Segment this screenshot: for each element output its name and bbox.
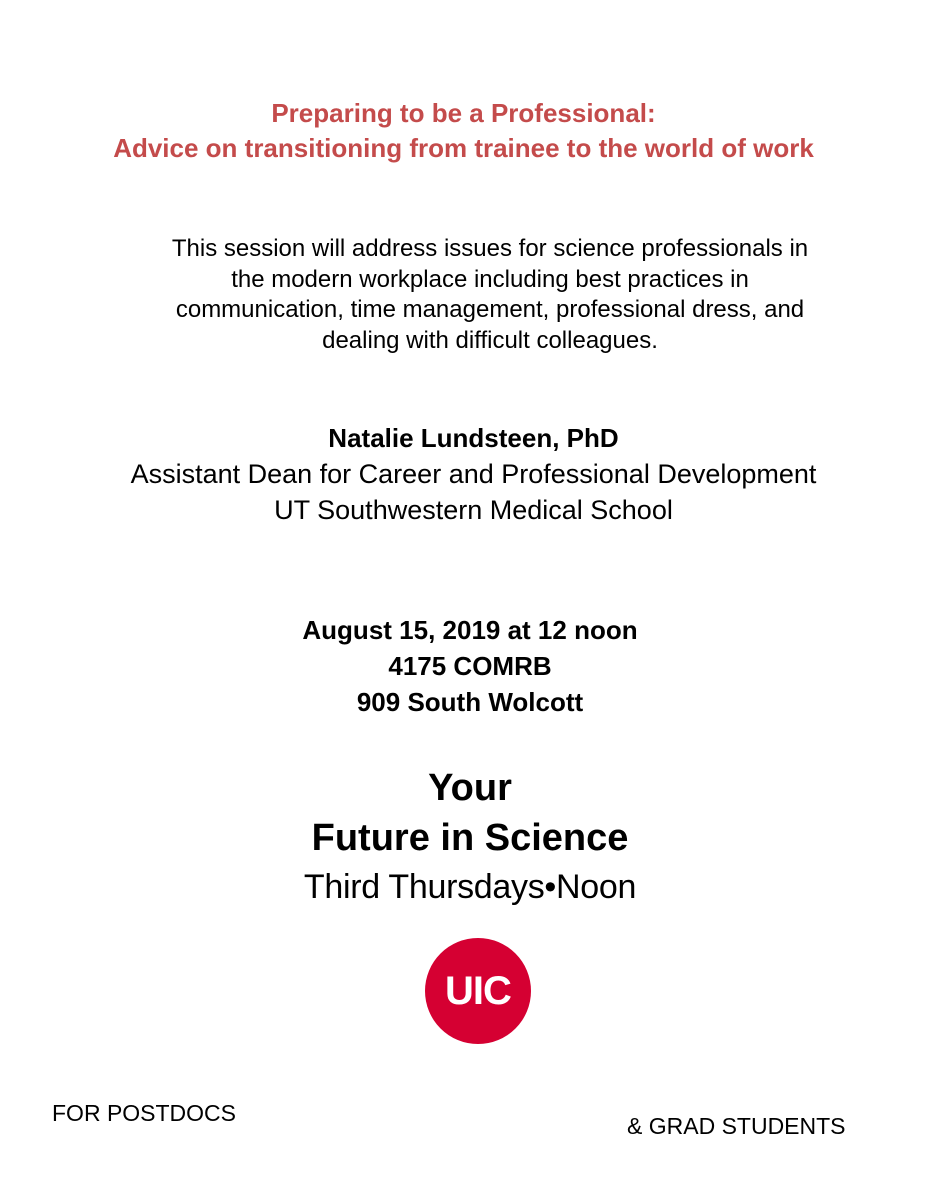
event-room: 4175 COMRB <box>388 651 552 681</box>
description-line-1: This session will address issues for science professionals in <box>171 235 809 262</box>
session-title <box>0 96 927 166</box>
uic-logo-icon <box>425 938 531 1044</box>
speaker-name: Natalie Lundsteen, PhD <box>328 423 619 453</box>
series-schedule: Third Thursdays•Noon <box>303 868 637 906</box>
session-description <box>100 234 880 356</box>
title-line-2: Advice on transitioning from trainee to the world of work <box>113 133 814 163</box>
event-details <box>0 612 927 720</box>
description-line-2: the modern workplace including best practices in <box>231 265 749 293</box>
description-line-3: communication, time management, professional dress, and <box>175 296 805 323</box>
title-line-1: Preparing to be a Professional: <box>271 98 656 128</box>
audience-postdocs: FOR POSTDOCS <box>52 1100 237 1126</box>
series-line-1: Your <box>428 767 512 809</box>
series-line-2: Future in Science <box>311 817 629 859</box>
speaker-institution: UT Southwestern Medical School <box>274 495 673 525</box>
event-address: 909 South Wolcott <box>356 687 584 717</box>
speaker-role: Assistant Dean for Career and Professional Development <box>130 459 817 489</box>
event-datetime: August 15, 2019 at 12 noon <box>302 615 638 645</box>
series-title <box>0 763 927 863</box>
audience-grad-students: & GRAD STUDENTS <box>627 1113 846 1139</box>
logo-text: UIC <box>445 968 511 1013</box>
speaker-block <box>0 420 927 528</box>
description-line-4: dealing with difficult colleagues. <box>322 326 658 354</box>
